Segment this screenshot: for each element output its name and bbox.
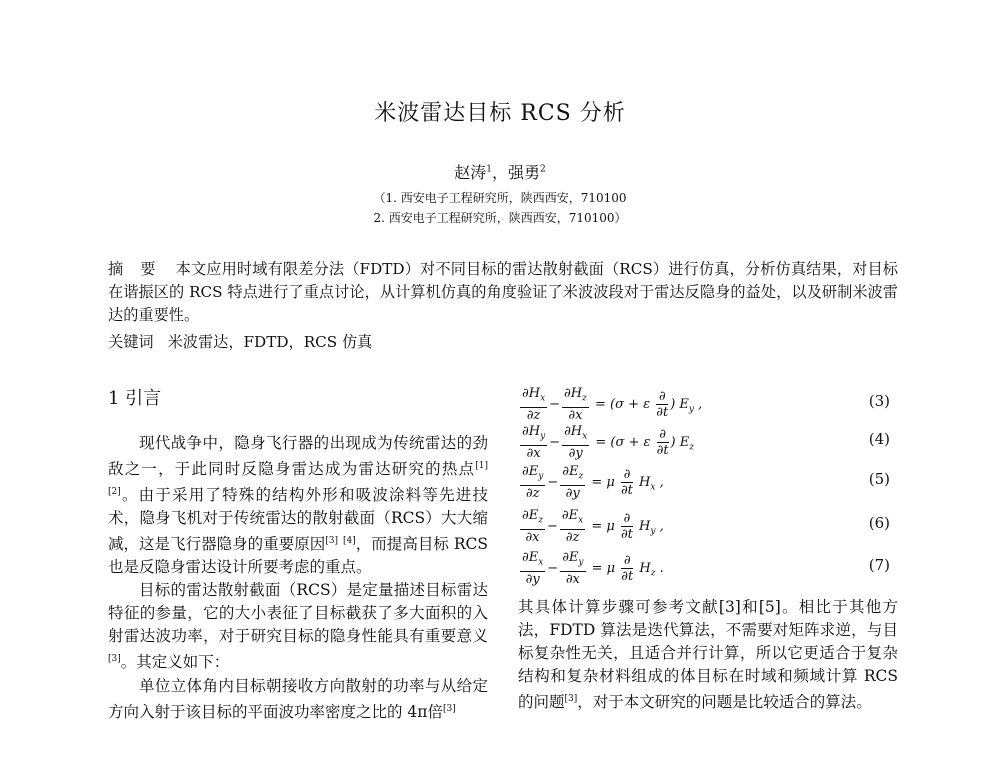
citation: [1] bbox=[475, 461, 488, 471]
subscript: x bbox=[650, 482, 656, 493]
fraction bbox=[560, 508, 585, 545]
equation-rhs: = (σ + ε bbox=[595, 434, 651, 450]
numerator: ∂E bbox=[522, 550, 539, 565]
denominator: ∂z bbox=[526, 407, 541, 423]
numerator: ∂E bbox=[562, 550, 579, 565]
denominator: ∂x bbox=[526, 445, 541, 461]
left-column bbox=[108, 432, 488, 724]
paragraph-text: 现代战争中，隐身飞行器的出现成为传统雷达的劲敌之一，于此同时反隐身雷达成为雷达研究的热点 bbox=[108, 434, 488, 479]
paper-title: 米波雷达目标 RCS 分析 bbox=[374, 101, 626, 126]
numerator: ∂H bbox=[522, 386, 541, 401]
keywords bbox=[108, 331, 372, 352]
body-paragraph bbox=[108, 579, 488, 674]
equation-7: $\frac{\partial E_x}{\partial y}$ − $\frac{\partial E_y}{\partial x}$ = μ $\frac{\partial}{\partial t}$ $H_z$ . (7) bbox=[522, 550, 890, 587]
paragraph-text: 目标的雷达散射截面（RCS）是定量描述目标雷达特征的参量，它的大小表征了目标截获了多大面积的入射雷达波功率，对于研究目标的隐身性能具有重要意义 bbox=[108, 581, 488, 646]
equation-number: (5) bbox=[868, 470, 890, 488]
subscript: y bbox=[538, 471, 544, 482]
keywords-text: 米波雷达，FDTD，RCS 仿真 bbox=[167, 333, 373, 351]
equation-6: $\frac{\partial E_z}{\partial x}$ − $\frac{\partial E_x}{\partial z}$ = μ $\frac{\partial}{\partial t}$ $H_y$ , (6) bbox=[522, 508, 890, 545]
equation-rhs: = μ bbox=[591, 474, 615, 490]
subscript: z bbox=[650, 568, 656, 579]
fraction bbox=[520, 550, 545, 587]
fraction bbox=[560, 550, 585, 587]
citation: [3] bbox=[108, 654, 121, 665]
abstract-text: 本文应用时域有限差分法（FDTD）对不同目标的雷达散射截面（RCS）进行仿真，分析仿真结果，对目标在谐振区的 RCS 特点进行了重点讨论，从计算机仿真的角度验证了米波波段对于雷达反隐身的益处，以及研制米波雷达的重要性。 bbox=[108, 260, 898, 324]
fraction: $\frac{\partial}{\partial t}$ bbox=[620, 466, 633, 498]
citation: [3] bbox=[442, 703, 456, 714]
fraction bbox=[560, 464, 585, 501]
equation-4: $\frac{\partial H_y}{\partial x}$ − $\frac{\partial H_x}{\partial y}$ = (σ + ε $\frac{\partial}{\partial t}$ ) $E_z$ (4) bbox=[522, 424, 890, 461]
subscript: y bbox=[540, 431, 546, 442]
paragraph-text: 其具体计算步骤可参考文献[3]和[5]。相比于其他方法，FDTD 算法是迭代算法，不需要对矩阵求逆，与目标复杂性无关，且适合并行计算，所以它更适合于复杂结构和复杂材料组成的体目标在时域和频域计算 RCS 的问题 bbox=[518, 598, 898, 712]
numerator: ∂H bbox=[564, 424, 583, 439]
denominator: ∂z bbox=[565, 529, 580, 545]
equation-end: , bbox=[655, 474, 664, 490]
equation-5: $\frac{\partial E_y}{\partial z}$ − $\frac{\partial E_z}{\partial y}$ = μ $\frac{\partial}{\partial t}$ $H_x$ , (5) bbox=[522, 464, 890, 501]
equation-rhs: = (σ + ε bbox=[595, 396, 651, 412]
keywords-label: 关键词 bbox=[108, 333, 154, 351]
denominator: ∂y bbox=[525, 571, 540, 587]
subscript: y bbox=[578, 557, 584, 568]
denominator: ∂x bbox=[525, 529, 540, 545]
subscript: y bbox=[688, 404, 694, 415]
fraction bbox=[520, 386, 547, 423]
denominator: ∂y bbox=[568, 445, 583, 461]
abstract-label: 摘 要 bbox=[108, 260, 162, 278]
author-line bbox=[0, 160, 1000, 183]
subscript: x bbox=[578, 515, 584, 526]
subscript: x bbox=[582, 431, 588, 442]
equation-number: (6) bbox=[868, 514, 890, 532]
subscript: z bbox=[689, 442, 694, 453]
citation: [4] bbox=[343, 536, 356, 547]
fraction bbox=[562, 424, 589, 461]
equation-number: (3) bbox=[868, 392, 890, 410]
numerator: ∂E bbox=[562, 464, 579, 479]
fraction bbox=[520, 508, 545, 545]
paragraph-text: 单位立体角内目标朝接收方向散射的功率与从给定方向入射于该目标的平面波功率密度之比的 4π倍 bbox=[108, 676, 488, 721]
equation-tail: H bbox=[634, 474, 651, 490]
equation-tail: ) E bbox=[670, 396, 689, 412]
equation-3: $\frac{\partial H_x}{\partial z}$ − $\frac{\partial H_z}{\partial x}$ = (σ + ε $\frac{\partial}{\partial t}$ ) $E_y$ , (3) bbox=[522, 386, 890, 423]
citation: [2] bbox=[108, 487, 121, 498]
subscript: z bbox=[578, 471, 584, 482]
fraction bbox=[562, 386, 589, 423]
numerator: ∂H bbox=[564, 386, 583, 401]
equation-end: , bbox=[655, 518, 664, 534]
numerator: ∂E bbox=[522, 508, 539, 523]
numerator: ∂E bbox=[561, 508, 579, 523]
subscript: z bbox=[538, 515, 543, 526]
abstract bbox=[108, 258, 898, 327]
body-paragraph bbox=[108, 432, 488, 579]
author-name: 赵涛 bbox=[454, 163, 487, 182]
subscript: y bbox=[650, 526, 656, 537]
denominator: ∂x bbox=[568, 407, 583, 423]
denominator: ∂y bbox=[565, 485, 580, 501]
equation-number: (4) bbox=[868, 430, 890, 448]
fraction bbox=[520, 424, 547, 461]
equation-tail: H bbox=[634, 518, 651, 534]
fraction: $\frac{\partial}{\partial t}$ bbox=[621, 552, 634, 584]
equation-end: , bbox=[694, 396, 703, 412]
affiliation-line: （1. 西安电子工程研究所，陕西西安，710100 bbox=[373, 191, 627, 205]
body-paragraph bbox=[108, 675, 488, 724]
equation-rhs: = μ bbox=[591, 560, 616, 576]
author-affiliation-mark: 2 bbox=[540, 164, 546, 175]
numerator: ∂E bbox=[522, 464, 539, 479]
fraction bbox=[520, 464, 545, 501]
denominator: ∂x bbox=[565, 571, 580, 587]
citation: [3] bbox=[325, 536, 339, 547]
equation-rhs: = μ bbox=[591, 518, 615, 534]
paragraph-text: ，对于本文研究的问题是比较适合的算法。 bbox=[577, 693, 872, 712]
paragraph-text: ，而提高目标 RCS 也是反隐身雷达设计所要考虑的重点。 bbox=[108, 535, 488, 577]
author-name: 强勇 bbox=[508, 163, 541, 182]
subscript: x bbox=[538, 557, 544, 568]
numerator: ∂H bbox=[522, 424, 541, 439]
section-heading: 1 引言 bbox=[108, 388, 162, 409]
subscript: z bbox=[582, 393, 587, 404]
equation-number: (7) bbox=[868, 556, 890, 574]
author-affiliation-mark: 1 bbox=[486, 164, 492, 175]
equation-tail: ) E bbox=[670, 434, 690, 450]
citation: [3] bbox=[564, 694, 578, 704]
author-separator: ， bbox=[491, 163, 508, 182]
affiliation-line: 2. 西安电子工程研究所，陕西西安，710100） bbox=[373, 211, 627, 225]
denominator: ∂z bbox=[525, 485, 540, 501]
paragraph-text: 。由于采用了特殊的结构外形和吸波涂料等先进技术，隐身飞机对于传统雷达的散射截面（RCS）大大缩减，这是飞行器隐身的重要原因 bbox=[108, 486, 488, 554]
subscript: x bbox=[540, 393, 546, 404]
right-column-paragraph bbox=[518, 596, 898, 714]
fraction: $\frac{\partial}{\partial t}$ bbox=[656, 426, 669, 458]
equation-end: . bbox=[655, 560, 664, 576]
fraction: $\frac{\partial}{\partial t}$ bbox=[656, 388, 669, 420]
fraction: $\frac{\partial}{\partial t}$ bbox=[620, 510, 633, 542]
equation-tail: H bbox=[635, 560, 651, 576]
paragraph-text: 。其定义如下： bbox=[120, 653, 230, 672]
